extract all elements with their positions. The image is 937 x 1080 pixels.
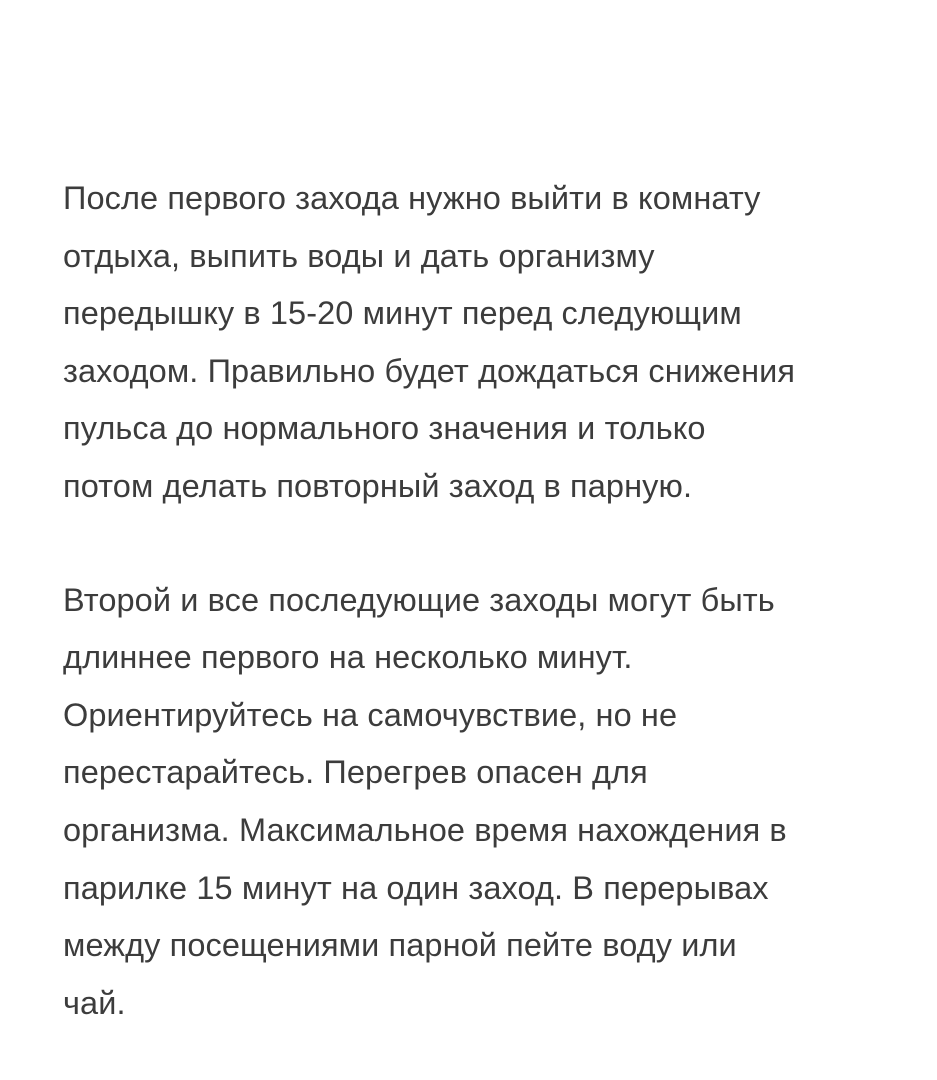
text-line: перестарайтесь. Перегрев опасен для bbox=[63, 754, 648, 791]
article-text bbox=[63, 170, 913, 1032]
text-line: потом делать повторный заход в парную. bbox=[63, 467, 693, 504]
text-line: После первого захода нужно выйти в комнату bbox=[63, 180, 761, 216]
text-line: пульса до нормального значения и только bbox=[63, 410, 706, 447]
text-line: чай. bbox=[63, 984, 126, 1021]
text-line: организма. Максимальное время нахождения в bbox=[63, 811, 787, 848]
text-line: парилке 15 минут на один заход. В перерывах bbox=[63, 869, 769, 906]
text-line: отдыха, выпить воды и дать организму bbox=[63, 237, 655, 274]
paragraph-break-between-visits bbox=[63, 170, 913, 516]
text-line: между посещениями парной пейте воду или bbox=[63, 927, 737, 964]
text-line: Ориентируйтесь на самочувствие, но не bbox=[63, 696, 678, 733]
paragraph-spacer bbox=[63, 516, 913, 572]
paragraph-subsequent-visits bbox=[63, 572, 913, 1033]
text-line: длиннее первого на несколько минут. bbox=[63, 639, 633, 676]
text-line: Второй и все последующие заходы могут быть bbox=[63, 581, 775, 618]
text-line: заходом. Правильно будет дождаться снижения bbox=[63, 352, 796, 389]
text-line: передышку в 15-20 минут перед следующим bbox=[63, 295, 742, 332]
